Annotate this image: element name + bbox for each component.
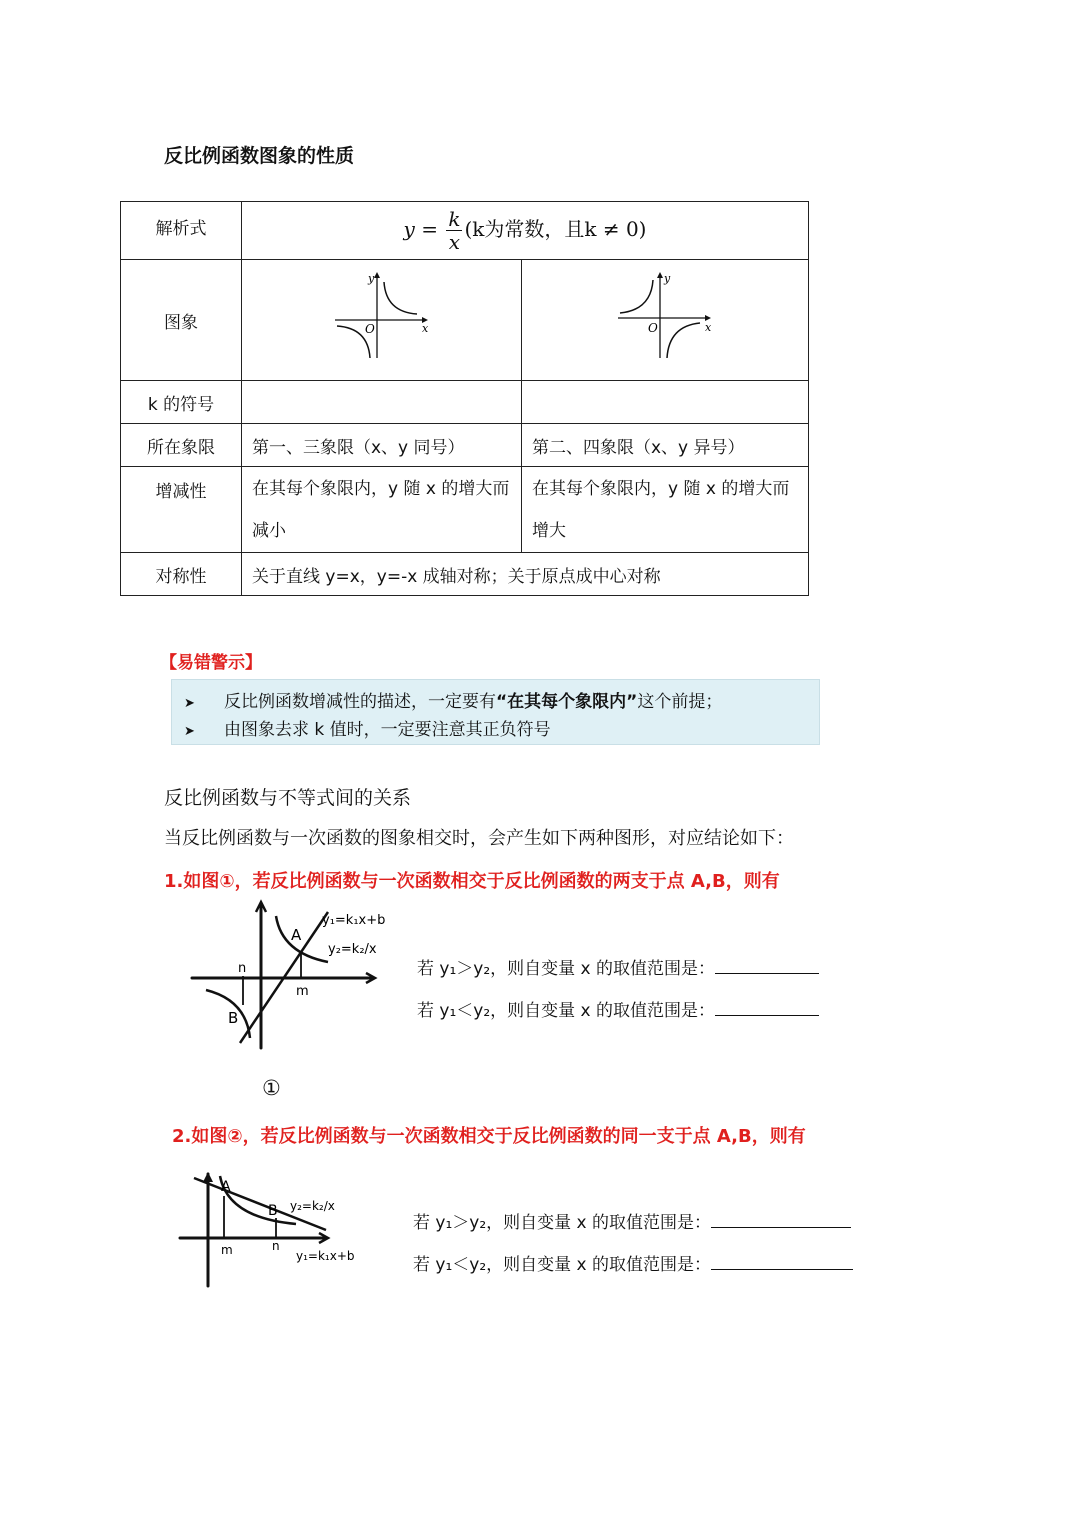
table-row [121, 202, 809, 260]
k-sign-left [242, 381, 522, 424]
formula-eq: = [421, 217, 438, 241]
formula-numerator: k [448, 207, 461, 231]
graph-axis-x-label: x [705, 321, 712, 334]
case2-question-1 [413, 1208, 851, 1233]
hyperbola-quadrants-1-3-graph [332, 270, 432, 365]
row-label-quadrant: 所在象限 [121, 424, 242, 467]
warning-item [184, 715, 551, 740]
answer-blank[interactable] [715, 999, 819, 1016]
row-label-symmetry: 对称性 [121, 553, 242, 596]
arrow-bullet-icon: ➤ [184, 724, 195, 739]
case2-question-2 [413, 1250, 853, 1275]
graph-origin-label: O [648, 321, 658, 335]
sketch2-label-n: n [272, 1239, 280, 1253]
row-label-graph: 图象 [121, 260, 242, 381]
warning-item1-emphasis: “在其每个象限内” [496, 692, 638, 712]
case2-q2-text: 若 y₁＜y₂，则自变量 x 的取值范围是： [413, 1255, 712, 1275]
formula-condition: (k为常数，且k ≠ 0) [464, 217, 647, 241]
case1-question-1 [417, 954, 819, 979]
sketch2-point-b: B [268, 1203, 278, 1219]
sketch2-label-m: m [221, 1243, 233, 1257]
graph-axis-x-label: x [421, 322, 428, 335]
formula-fraction [446, 208, 462, 253]
formula-denominator: x [448, 230, 461, 254]
formula-y: y [403, 217, 415, 241]
warning-title: 【易错警示】 [160, 653, 262, 673]
sketch1-point-b: B [228, 1009, 239, 1027]
answer-blank[interactable] [711, 1211, 851, 1228]
case1-question-2 [417, 996, 819, 1021]
table-row [121, 467, 809, 553]
case1-figure-label: ① [262, 1076, 281, 1100]
section-intro: 当反比例函数与一次函数的图象相交时，会产生如下两种图形，对应结论如下： [164, 828, 794, 849]
graph-origin-label: O [364, 322, 375, 336]
case2-sketch [176, 1168, 366, 1293]
case2-q1-text: 若 y₁＞y₂，则自变量 x 的取值范围是： [413, 1213, 712, 1233]
table-row [121, 260, 809, 381]
case2-heading: 2.如图②，若反比例函数与一次函数相交于反比例函数的同一支于点 A,B，则有 [172, 1126, 806, 1147]
formula-cell [242, 202, 809, 260]
sketch2-label-y2: y₂=k₂/x [290, 1199, 335, 1213]
section-title-properties: 反比例函数图象的性质 [164, 145, 355, 167]
symmetry-value: 关于直线 y=x，y=-x 成轴对称；关于原点成中心对称 [242, 553, 809, 596]
warning-item [184, 687, 722, 712]
monotonicity-right: 在其每个象限内，y 随 x 的增大而增大 [522, 467, 809, 553]
answer-blank[interactable] [715, 957, 819, 974]
section-title-inequality: 反比例函数与不等式间的关系 [164, 787, 412, 809]
table-row [121, 381, 809, 424]
row-label-monotonicity: 增减性 [121, 467, 242, 553]
table-row [121, 424, 809, 467]
sketch2-point-a: A [221, 1179, 231, 1195]
sketch1-label-y1: y₁=k₁x+b [322, 913, 386, 928]
row-label-formula: 解析式 [121, 202, 242, 260]
sketch1-label-m: m [296, 984, 309, 999]
graph-axis-y-label: y [664, 272, 671, 285]
warning-box [171, 679, 820, 745]
hyperbola-quadrants-2-4-graph [615, 270, 715, 365]
case1-q2-text: 若 y₁＜y₂，则自变量 x 的取值范围是： [417, 1001, 716, 1021]
graph-negative-k [522, 260, 809, 381]
properties-table [120, 201, 809, 596]
arrow-bullet-icon: ➤ [184, 696, 195, 711]
monotonicity-left: 在其每个象限内，y 随 x 的增大而减小 [242, 467, 522, 553]
case1-heading: 1.如图①，若反比例函数与一次函数相交于反比例函数的两支于点 A,B，则有 [164, 871, 780, 892]
sketch1-point-a: A [291, 926, 302, 944]
sketch2-label-y1: y₁=k₁x+b [296, 1249, 355, 1263]
case1-sketch [188, 898, 393, 1056]
sketch1-label-n: n [238, 961, 247, 976]
sketch1-label-y2: y₂=k₂/x [328, 942, 377, 957]
table-row [121, 553, 809, 596]
graph-axis-y-label: y [367, 272, 374, 285]
k-sign-right [522, 381, 809, 424]
graph-positive-k [242, 260, 522, 381]
warning-item1-text: 反比例函数增减性的描述，一定要有 [224, 692, 496, 712]
quadrant-right: 第二、四象限（x、y 异号） [522, 424, 809, 467]
case1-q1-text: 若 y₁＞y₂，则自变量 x 的取值范围是： [417, 959, 716, 979]
warning-item1-suffix: 这个前提； [637, 692, 723, 712]
quadrant-left: 第一、三象限（x、y 同号） [242, 424, 522, 467]
warning-item2-text: 由图象去求 k 值时，一定要注意其正负符号 [224, 720, 551, 740]
row-label-k-sign: k 的符号 [121, 381, 242, 424]
answer-blank[interactable] [711, 1253, 853, 1270]
